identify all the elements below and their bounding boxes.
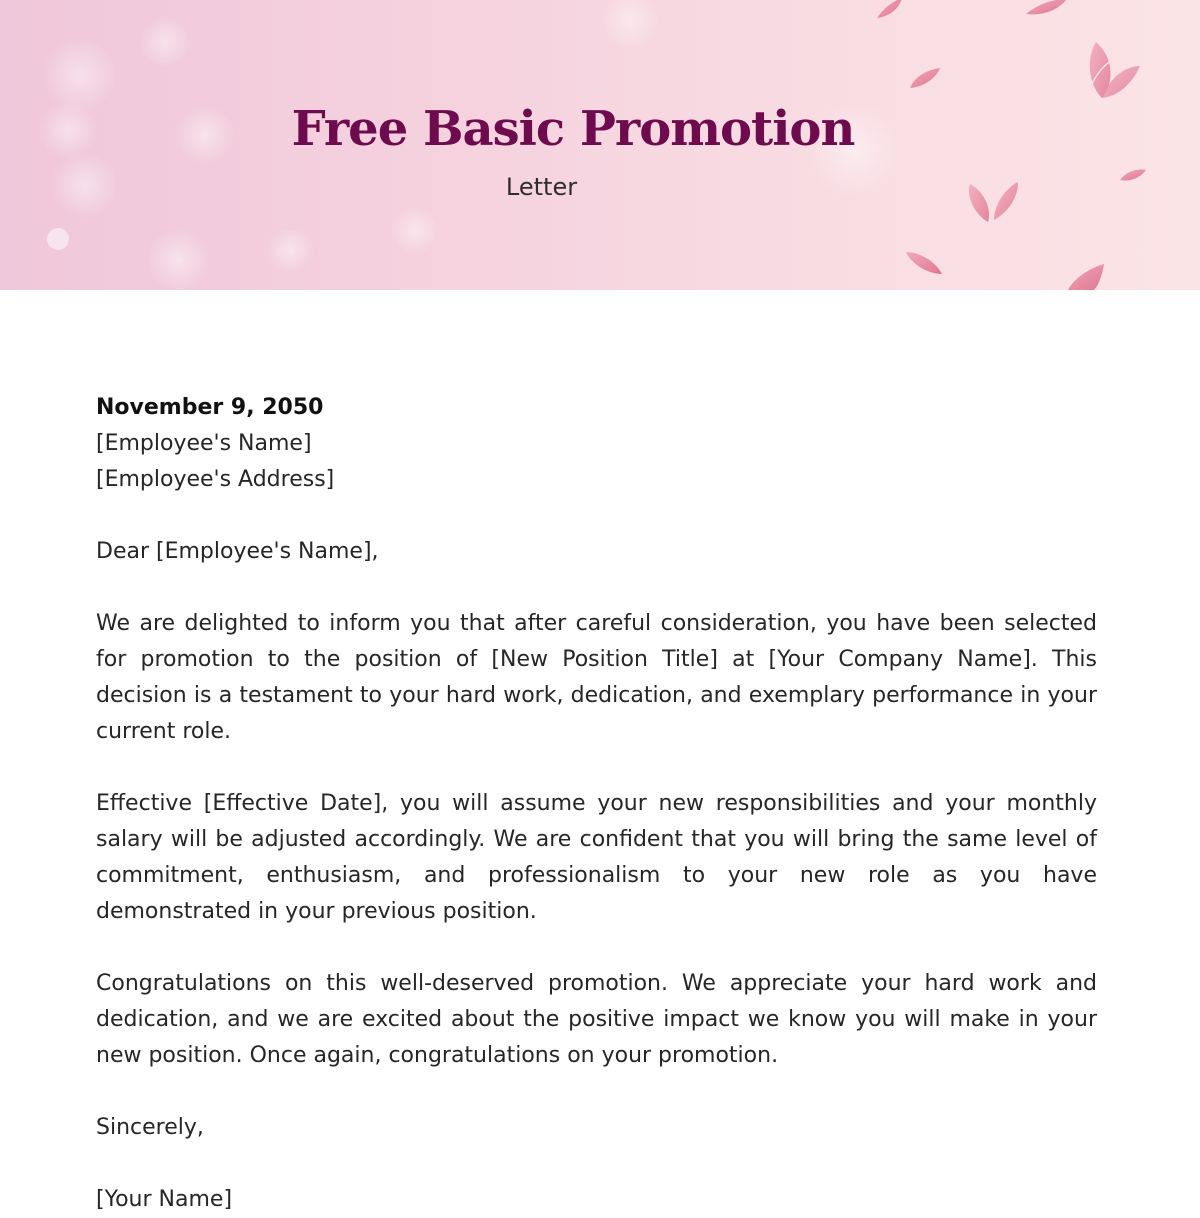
letter-body	[96, 390, 1097, 1218]
header-banner	[0, 0, 1200, 290]
signature-name: [Your Name]	[96, 1187, 233, 1212]
closing: Sincerely,	[96, 1115, 204, 1140]
document-subtitle: Letter	[505, 173, 578, 201]
paragraph-effective-date: Effective [Effective Date], you will assume your new responsibilities and your monthly salary will be adjusted accordingly. We are confident that you will bring the same level of commitment, enthusiasm, and professionalism to your new role as you have demonstrated in your previous position.	[96, 791, 1097, 924]
salutation: Dear [Employee's Name],	[96, 539, 379, 564]
recipient-address: [Employee's Address]	[96, 467, 335, 492]
document-title: Free Basic Promotion	[291, 101, 855, 157]
paragraph-promotion: We are delighted to inform you that after careful consideration, you have been selected for promotion to the position of [New Position Title] at [Your Company Name]. This decision is a testament to your hard work, dedication, and exemplary performance in your current role.	[96, 611, 1097, 744]
letter-date: November 9, 2050	[96, 395, 324, 420]
recipient-name: [Employee's Name]	[96, 431, 312, 456]
paragraph-congratulations: Congratulations on this well-deserved promotion. We appreciate your hard work and dedication, and we are excited about the positive impact we know you will make in your new position. Once again, congratulations on your promotion.	[96, 971, 1097, 1068]
